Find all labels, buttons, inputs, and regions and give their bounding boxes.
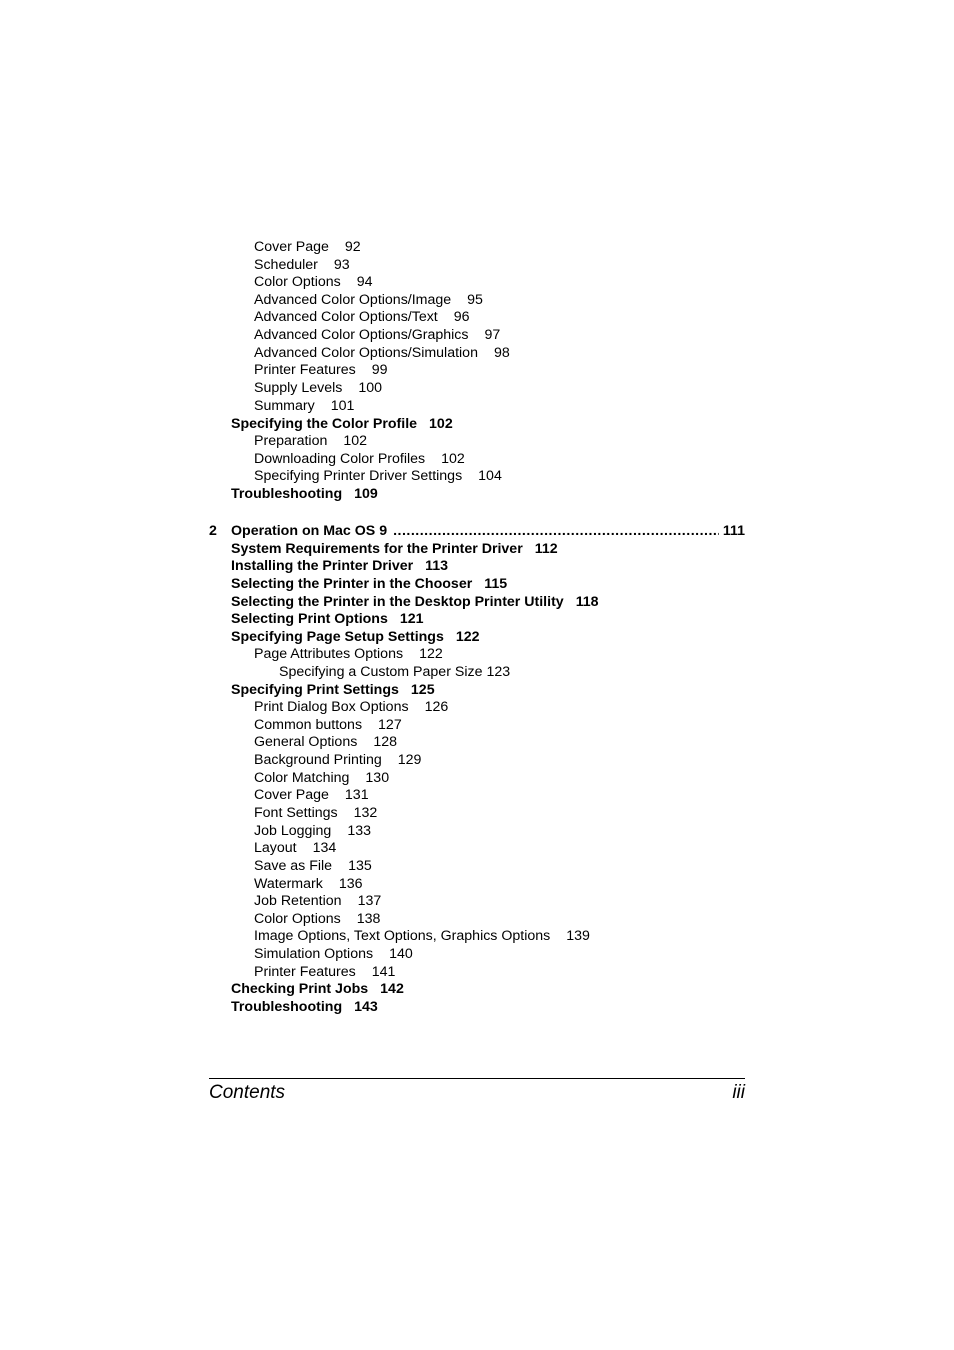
toc-entry-summary[interactable] [254, 397, 354, 415]
toc-entry-page: 130 [365, 770, 390, 786]
toc-entry-title: Layout [254, 840, 297, 856]
toc-entry-background-printing[interactable] [254, 751, 421, 769]
toc-entry-page: 140 [389, 946, 413, 962]
toc-entry-page: 137 [357, 893, 382, 909]
toc-entry-title: Cover Page [254, 787, 329, 803]
toc-entry-title: Specifying Printer Driver Settings [254, 468, 463, 484]
toc-entry-page: 123 [486, 664, 511, 680]
toc-entry-watermark[interactable] [254, 875, 363, 893]
toc-entry-save-as-file[interactable] [254, 857, 372, 875]
toc-section-title: Selecting Print Options [231, 611, 388, 627]
toc-section-page: 115 [484, 576, 508, 592]
toc-entry-title: Preparation [254, 433, 328, 449]
toc-section-color-profile[interactable] [231, 415, 453, 433]
toc-section-title: Selecting the Printer in the Desktop Printer Utility [231, 594, 564, 610]
toc-entry-common-buttons[interactable] [254, 716, 402, 734]
dot-leader [393, 522, 719, 540]
toc-section-page: 143 [354, 999, 378, 1015]
toc-entry-title: Advanced Color Options/Text [254, 309, 438, 325]
toc-section-page: 102 [429, 416, 453, 432]
footer-page-number: iii [732, 1082, 745, 1103]
toc-entry-scheduler[interactable] [254, 256, 350, 274]
toc-entry-title: Cover Page [254, 239, 329, 255]
toc-entry-page: 101 [330, 398, 355, 414]
toc-entry-page: 141 [371, 964, 396, 980]
toc-entry-cover-page-2[interactable] [254, 786, 369, 804]
toc-entry-custom-paper-size[interactable] [279, 663, 510, 681]
toc-entry-title: Supply Levels [254, 380, 343, 396]
toc-entry-page: 134 [312, 840, 337, 856]
chapter-page: 111 [722, 523, 745, 539]
toc-entry-color-options[interactable] [254, 273, 373, 291]
toc-entry-page: 129 [397, 752, 422, 768]
toc-section-checking-print-jobs[interactable] [231, 980, 404, 998]
toc-section-chooser[interactable] [231, 575, 507, 593]
toc-entry-advanced-color-simulation[interactable] [254, 344, 510, 362]
toc-entry-color-matching[interactable] [254, 769, 389, 787]
toc-entry-simulation-options[interactable] [254, 945, 413, 963]
toc-section-print-options[interactable] [231, 610, 424, 628]
toc-entry-title: Color Matching [254, 770, 350, 786]
toc-entry-page: 139 [566, 928, 590, 944]
toc-section-page: 109 [354, 486, 378, 502]
toc-entry-title: General Options [254, 734, 358, 750]
toc-entry-page-attributes[interactable] [254, 645, 443, 663]
toc-section-page: 121 [399, 611, 424, 627]
toc-section-troubleshooting-2[interactable] [231, 998, 378, 1016]
footer-title: Contents [209, 1082, 286, 1103]
toc-section-page: 142 [380, 981, 404, 997]
toc-entry-title: Watermark [254, 876, 323, 892]
toc-entry-page: 97 [484, 327, 501, 343]
toc-entry-page: 92 [344, 239, 361, 255]
toc-entry-title: Specifying a Custom Paper Size [279, 664, 483, 680]
toc-entry-image-text-graphics[interactable] [254, 927, 590, 945]
toc-section-title: Specifying the Color Profile [231, 416, 418, 432]
toc-section-system-requirements[interactable] [231, 540, 558, 558]
toc-entry-title: Background Printing [254, 752, 382, 768]
toc-entry-page: 138 [356, 911, 381, 927]
chapter-title: Operation on Mac OS 9 [231, 523, 388, 539]
toc-entry-page: 93 [333, 257, 350, 273]
toc-entry-page: 136 [338, 876, 363, 892]
toc-section-title: Specifying Print Settings [231, 682, 399, 698]
toc-entry-title: Print Dialog Box Options [254, 699, 409, 715]
toc-entry-page: 133 [347, 823, 371, 839]
toc-entry-general-options[interactable] [254, 733, 397, 751]
toc-entry-page: 127 [378, 717, 402, 733]
toc-entry-printer-features-2[interactable] [254, 963, 395, 981]
toc-entry-page: 102 [343, 433, 368, 449]
toc-entry-title: Advanced Color Options/Graphics [254, 327, 469, 343]
toc-section-title: Troubleshooting [231, 999, 343, 1015]
toc-entry-title: Printer Features [254, 362, 356, 378]
toc-entry-advanced-color-image[interactable] [254, 291, 483, 309]
toc-chapter-2[interactable] [209, 522, 745, 540]
toc-section-page: 118 [575, 594, 599, 610]
toc-entry-title: Color Options [254, 911, 341, 927]
toc-section-title: Specifying Page Setup Settings [231, 629, 444, 645]
toc-entry-job-logging[interactable] [254, 822, 371, 840]
toc-entry-title: Image Options, Text Options, Graphics Options [254, 928, 551, 944]
toc-section-title: Installing the Printer Driver [231, 558, 414, 574]
toc-entry-title: Page Attributes Options [254, 646, 404, 662]
toc-entry-supply-levels[interactable] [254, 379, 382, 397]
toc-entry-print-dialog[interactable] [254, 698, 448, 716]
toc-entry-advanced-color-graphics[interactable] [254, 326, 500, 344]
toc-entry-title: Color Options [254, 274, 341, 290]
toc-section-title: System Requirements for the Printer Driver [231, 541, 523, 557]
toc-entry-font-settings[interactable] [254, 804, 377, 822]
toc-entry-page: 135 [348, 858, 372, 874]
toc-entry-job-retention[interactable] [254, 892, 381, 910]
toc-entry-page: 126 [424, 699, 449, 715]
toc-entry-page: 131 [344, 787, 369, 803]
footer-divider [209, 1078, 745, 1079]
toc-entry-layout[interactable] [254, 839, 336, 857]
toc-section-page: 112 [534, 541, 558, 557]
toc-entry-title: Downloading Color Profiles [254, 451, 426, 467]
toc-entry-page: 100 [358, 380, 383, 396]
toc-section-print-settings[interactable] [231, 681, 435, 699]
toc-entry-title: Printer Features [254, 964, 356, 980]
toc-entry-color-options-2[interactable] [254, 910, 380, 928]
toc-entry-page: 96 [453, 309, 470, 325]
toc-section-page: 113 [425, 558, 449, 574]
toc-entry-preparation[interactable] [254, 432, 367, 450]
chapter-number: 2 [209, 523, 217, 539]
toc-entry-page: 94 [356, 274, 373, 290]
toc-section-page: 122 [455, 629, 480, 645]
toc-entry-title: Job Logging [254, 823, 332, 839]
toc-entry-cover-page[interactable] [254, 238, 361, 256]
toc-section-title: Selecting the Printer in the Chooser [231, 576, 473, 592]
toc-section-page-setup[interactable] [231, 628, 480, 646]
toc-section-desktop-printer-utility[interactable] [231, 593, 599, 611]
toc-entry-page: 95 [467, 292, 483, 308]
toc-entry-title: Simulation Options [254, 946, 374, 962]
toc-entry-title: Common buttons [254, 717, 363, 733]
toc-entry-advanced-color-text[interactable] [254, 308, 470, 326]
toc-entry-title: Advanced Color Options/Image [254, 292, 452, 308]
toc-entry-title: Job Retention [254, 893, 342, 909]
toc-entry-printer-features[interactable] [254, 361, 388, 379]
toc-section-installing-driver[interactable] [231, 557, 448, 575]
toc-entry-title: Summary [254, 398, 315, 414]
toc-entry-page: 128 [373, 734, 397, 750]
toc-entry-page: 99 [371, 362, 388, 378]
toc-entry-title: Scheduler [254, 257, 318, 273]
toc-entry-page: 102 [441, 451, 465, 467]
toc-entry-downloading-profiles[interactable] [254, 450, 465, 468]
toc-entry-page: 98 [493, 345, 510, 361]
toc-section-troubleshooting[interactable] [231, 485, 378, 503]
toc-section-title: Checking Print Jobs [231, 981, 369, 997]
toc-section-page: 125 [410, 682, 435, 698]
toc-entry-title: Save as File [254, 858, 333, 874]
toc-entry-title: Advanced Color Options/Simulation [254, 345, 478, 361]
toc-entry-page: 104 [478, 468, 502, 484]
toc-entry-page: 132 [353, 805, 378, 821]
toc-section-title: Troubleshooting [231, 486, 343, 502]
toc-entry-page: 122 [419, 646, 443, 662]
toc-entry-title: Font Settings [254, 805, 338, 821]
toc-entry-driver-settings[interactable] [254, 467, 502, 485]
